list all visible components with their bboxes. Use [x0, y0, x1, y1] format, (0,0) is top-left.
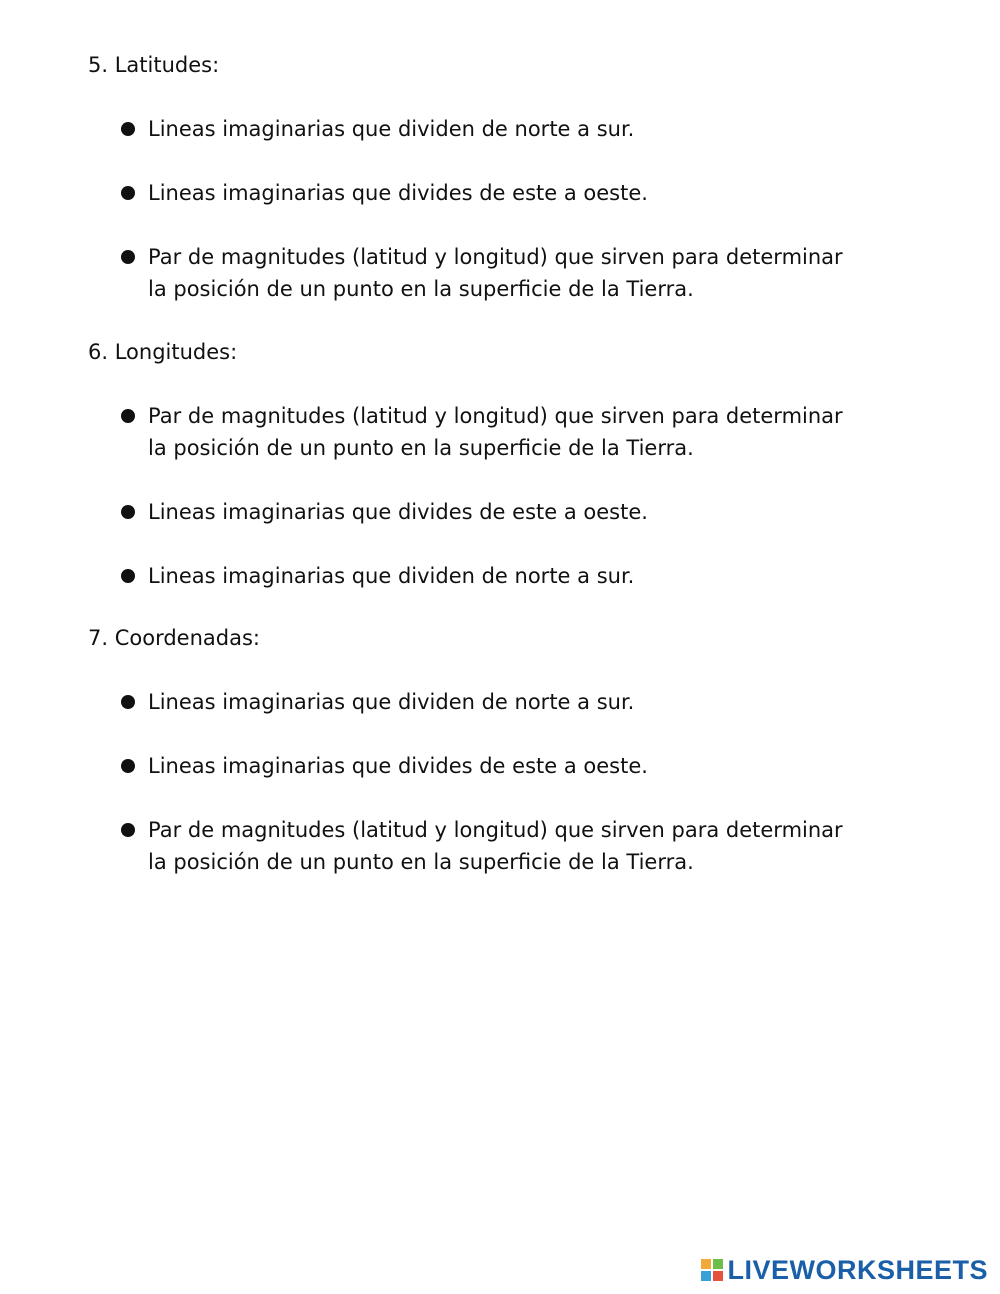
option-list — [88, 113, 908, 305]
bullet-icon — [121, 186, 135, 200]
bullet-icon — [121, 250, 135, 264]
bullet-icon — [121, 823, 135, 837]
option-text: Lineas imaginarias que dividen de norte a sur. — [148, 564, 635, 588]
option[interactable] — [88, 686, 848, 718]
option-text: Lineas imaginarias que divides de este a oeste. — [148, 754, 648, 778]
liveworksheets-logo-icon — [701, 1259, 723, 1281]
bullet-icon — [121, 409, 135, 423]
question-title: 5. Latitudes: — [88, 53, 220, 77]
option[interactable] — [88, 113, 848, 145]
option[interactable] — [88, 496, 848, 528]
question-6 — [88, 336, 908, 592]
option[interactable] — [88, 177, 848, 209]
option-text: Par de magnitudes (latitud y longitud) que sirven para determinar la posición de un punto en la superficie de la Tierra. — [148, 818, 843, 874]
option[interactable] — [88, 241, 848, 305]
option-text: Lineas imaginarias que divides de este a oeste. — [148, 500, 648, 524]
option[interactable] — [88, 750, 848, 782]
brand-name: LIVEWORKSHEETS — [727, 1254, 988, 1285]
option-text: Lineas imaginarias que dividen de norte a sur. — [148, 690, 635, 714]
bullet-icon — [121, 695, 135, 709]
option-text: Par de magnitudes (latitud y longitud) que sirven para determinar la posición de un punto en la superficie de la Tierra. — [148, 245, 843, 301]
option-text: Lineas imaginarias que divides de este a oeste. — [148, 181, 648, 205]
bullet-icon — [121, 759, 135, 773]
option-list — [88, 400, 908, 592]
option[interactable] — [88, 400, 848, 464]
question-7 — [88, 622, 908, 878]
bullet-icon — [121, 122, 135, 136]
option-text: Par de magnitudes (latitud y longitud) que sirven para determinar la posición de un punto en la superficie de la Tierra. — [148, 404, 843, 460]
option-text: Lineas imaginarias que dividen de norte a sur. — [148, 117, 635, 141]
question-title: 7. Coordenadas: — [88, 626, 260, 650]
option-list — [88, 686, 908, 878]
question-title: 6. Longitudes: — [88, 340, 238, 364]
liveworksheets-brand — [701, 1253, 988, 1287]
question-5 — [88, 49, 908, 305]
bullet-icon — [121, 505, 135, 519]
bullet-icon — [121, 569, 135, 583]
option[interactable] — [88, 560, 848, 592]
option[interactable] — [88, 814, 848, 878]
